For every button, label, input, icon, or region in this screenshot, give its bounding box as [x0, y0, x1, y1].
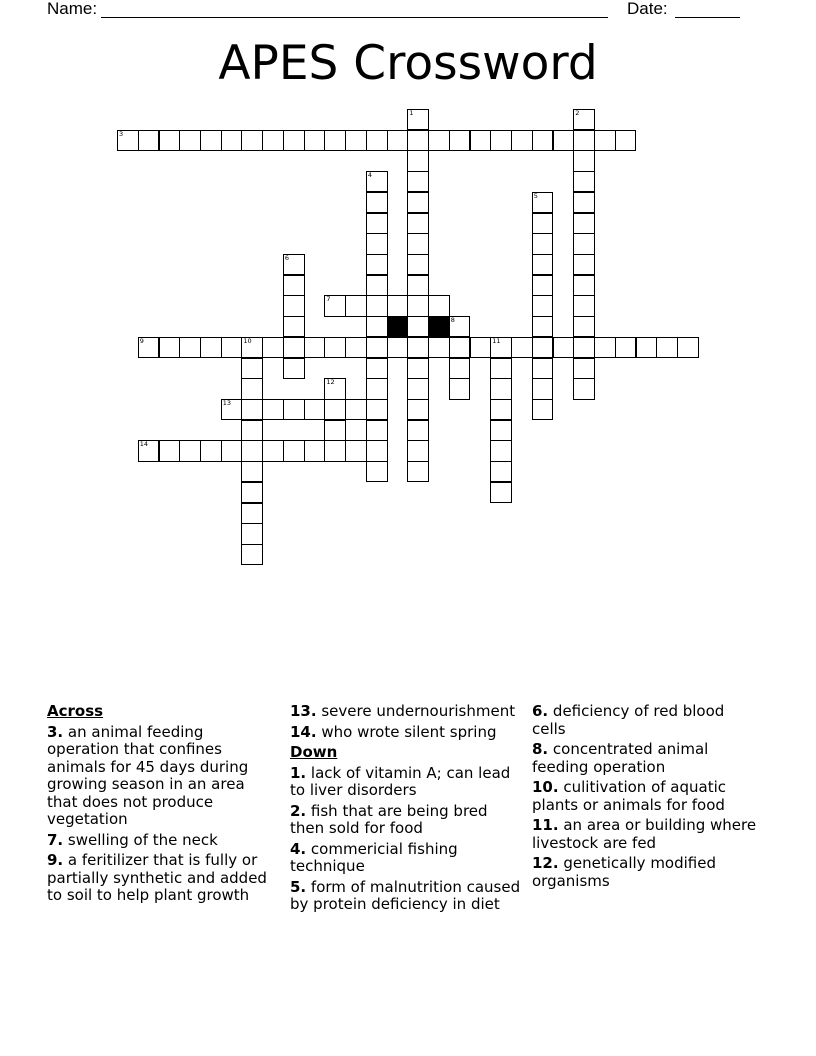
crossword-cell[interactable] [283, 316, 305, 337]
crossword-cell[interactable] [532, 192, 554, 213]
crossword-cell[interactable] [366, 233, 388, 254]
clue-down-10: 10. culitivation of aquatic plants or animals for food [532, 778, 727, 814]
crossword-cell[interactable] [345, 295, 367, 316]
crossword-cell[interactable] [179, 440, 201, 461]
crossword-cell[interactable] [490, 337, 512, 358]
crossword-cell[interactable] [449, 378, 471, 399]
crossword-cell[interactable] [573, 337, 595, 358]
crossword-cell[interactable] [407, 213, 429, 234]
crossword-cell[interactable] [573, 275, 595, 296]
crossword-cell[interactable] [262, 337, 284, 358]
crossword-cell[interactable] [345, 399, 367, 420]
crossword-cell[interactable] [532, 254, 554, 275]
crossword-cell[interactable] [241, 399, 263, 420]
crossword-cell[interactable] [490, 130, 512, 151]
crossword-cell[interactable] [200, 440, 222, 461]
crossword-cell[interactable] [283, 130, 305, 151]
crossword-cell[interactable] [387, 337, 409, 358]
clue-number-12: 12 [326, 378, 335, 387]
crossword-cell[interactable] [407, 378, 429, 399]
crossword-cell[interactable] [304, 440, 326, 461]
crossword-cell[interactable] [594, 337, 616, 358]
clue-number-6: 6 [284, 254, 290, 262]
clue-across-14: 14. who wrote silent spring [290, 722, 497, 741]
clue-number-9: 9 [139, 336, 144, 345]
crossword-cell[interactable] [532, 337, 554, 358]
crossword-cell[interactable] [407, 461, 429, 482]
crossword-cell[interactable] [283, 275, 305, 296]
crossword-cell[interactable] [407, 254, 429, 275]
crossword-cell[interactable] [449, 358, 471, 379]
crossword-cell[interactable] [366, 420, 388, 441]
clue-number-1: 1 [409, 109, 414, 117]
crossword-cell[interactable] [615, 130, 637, 151]
clues-column-2 [290, 703, 525, 917]
crossword-cell[interactable] [117, 130, 139, 151]
crossword-cell[interactable] [553, 130, 575, 151]
crossword-cell[interactable] [241, 337, 263, 358]
crossword-cell[interactable] [366, 399, 388, 420]
crossword-cell[interactable] [407, 150, 429, 171]
crossword-cell[interactable] [200, 130, 222, 151]
crossword-cell[interactable] [159, 130, 181, 151]
crossword-cell[interactable] [615, 337, 637, 358]
crossword-cell[interactable] [407, 109, 429, 130]
crossword-cell[interactable] [387, 130, 409, 151]
clue-number-14: 14 [139, 440, 148, 449]
crossword-cell[interactable] [407, 233, 429, 254]
crossword-cell[interactable] [179, 337, 201, 358]
crossword-cell[interactable] [532, 316, 554, 337]
crossword-cell[interactable] [366, 275, 388, 296]
crossword-cell[interactable] [324, 399, 346, 420]
crossword-cell[interactable] [532, 378, 554, 399]
crossword-cell[interactable] [553, 337, 575, 358]
crossword-cell[interactable] [573, 233, 595, 254]
crossword-cell[interactable] [241, 130, 263, 151]
crossword-cell[interactable] [241, 461, 263, 482]
clue-down-6: 6. deficiency of red blood cells [532, 702, 725, 738]
crossword-cell[interactable] [366, 358, 388, 379]
crossword-cell[interactable] [511, 130, 533, 151]
crossword-cell[interactable] [573, 150, 595, 171]
crossword-cell[interactable] [366, 130, 388, 151]
clue-down-1: 1. lack of vitamin A; can lead to liver disorders [290, 763, 511, 799]
crossword-cell[interactable] [532, 213, 554, 234]
crossword-cell[interactable] [470, 337, 492, 358]
crossword-cell[interactable] [262, 130, 284, 151]
clue-down-8: 8. concentrated animal feeding operation [532, 740, 709, 776]
crossword-cell[interactable] [511, 337, 533, 358]
crossword-cell[interactable] [449, 130, 471, 151]
crossword-cell[interactable] [283, 440, 305, 461]
crossword-cell[interactable] [241, 482, 263, 503]
crossword-cell[interactable] [241, 440, 263, 461]
crossword-cell[interactable] [200, 337, 222, 358]
crossword-cell[interactable] [283, 295, 305, 316]
page-title: APES Crossword [218, 36, 598, 91]
crossword-cell[interactable] [366, 254, 388, 275]
crossword-cell[interactable] [241, 420, 263, 441]
crossword-cell[interactable] [490, 461, 512, 482]
clue-number-7: 7 [326, 295, 331, 304]
crossword-cell[interactable] [324, 378, 346, 399]
crossword-cell[interactable] [241, 503, 263, 524]
crossword-cell[interactable] [345, 130, 367, 151]
clue-number-11: 11 [492, 336, 501, 345]
down-heading: Down [290, 743, 338, 761]
crossword-cell[interactable] [221, 440, 243, 461]
crossword-cell[interactable] [573, 192, 595, 213]
crossword-cell[interactable] [449, 337, 471, 358]
crossword-cell[interactable] [407, 130, 429, 151]
crossword-cell[interactable] [324, 295, 346, 316]
crossword-cell[interactable] [241, 358, 263, 379]
crossword-cell[interactable] [138, 440, 160, 461]
crossword-cell[interactable] [490, 378, 512, 399]
crossword-cell[interactable] [324, 337, 346, 358]
crossword-cell[interactable] [345, 440, 367, 461]
crossword-cell[interactable] [159, 440, 181, 461]
crossword-cell[interactable] [532, 233, 554, 254]
crossword-cell[interactable] [407, 295, 429, 316]
crossword-cell[interactable] [366, 295, 388, 316]
crossword-cell[interactable] [532, 399, 554, 420]
clue-down-4: 4. commericial fishing technique [290, 839, 458, 875]
crossword-cell[interactable] [573, 109, 595, 130]
clue-across-13: 13. severe undernourishment [290, 702, 516, 720]
crossword-cell[interactable] [573, 358, 595, 379]
crossword-cell[interactable] [221, 399, 243, 420]
clue-number-13: 13 [222, 398, 231, 407]
crossword-cell[interactable] [407, 358, 429, 379]
crossword-cell[interactable] [407, 420, 429, 441]
crossword-cell[interactable] [283, 337, 305, 358]
crossword-cell[interactable] [656, 337, 678, 358]
crossword-cell[interactable] [366, 461, 388, 482]
crossword-cell[interactable] [366, 337, 388, 358]
clue-across-7: 7. swelling of the neck [47, 830, 218, 849]
crossword-cell[interactable] [283, 254, 305, 275]
crossword-cell[interactable] [304, 130, 326, 151]
date-label: Date: [627, 0, 668, 18]
crossword-cell[interactable] [594, 130, 616, 151]
crossword-cell[interactable] [241, 523, 263, 544]
clue-across-3: 3. an animal feeding operation that confines animals for 45 days during growing season in an area that does not produce vegetation [47, 722, 249, 828]
crossword-cell[interactable] [407, 275, 429, 296]
crossword-cell[interactable] [573, 316, 595, 337]
crossword-cell[interactable] [407, 192, 429, 213]
crossword-cell[interactable] [573, 130, 595, 151]
crossword-cell[interactable] [262, 440, 284, 461]
crossword-cell[interactable] [324, 440, 346, 461]
crossword-cell[interactable] [407, 171, 429, 192]
crossword-cell[interactable] [324, 130, 346, 151]
crossword-cell[interactable] [470, 130, 492, 151]
crossword-cell[interactable] [428, 337, 450, 358]
clue-number-3: 3 [119, 129, 124, 138]
crossword-cell[interactable] [387, 295, 409, 316]
clue-number-8: 8 [450, 316, 455, 325]
crossword-cell[interactable] [262, 399, 284, 420]
crossword-cell[interactable] [304, 399, 326, 420]
crossword-cell[interactable] [573, 295, 595, 316]
crossword-cell[interactable] [677, 337, 699, 358]
clue-number-5: 5 [533, 191, 538, 200]
crossword-cell[interactable] [138, 130, 160, 151]
crossword-cell[interactable] [573, 171, 595, 192]
crossword-cell[interactable] [636, 337, 658, 358]
crossword-cell[interactable] [490, 399, 512, 420]
crossword-cell[interactable] [221, 337, 243, 358]
crossword-cell[interactable] [490, 420, 512, 441]
clue-down-2: 2. fish that are being bred then sold for food [290, 801, 488, 837]
crossword-cell[interactable] [573, 378, 595, 399]
crossword-cell[interactable] [241, 378, 263, 399]
across-heading: Across [47, 702, 104, 720]
clue-down-11: 11. an area or building where livestock are fed [532, 816, 757, 852]
crossword-cell[interactable] [428, 295, 450, 316]
crossword-cell[interactable] [221, 130, 243, 151]
crossword-cell[interactable] [345, 337, 367, 358]
crossword-cell[interactable] [366, 440, 388, 461]
crossword-cell[interactable] [449, 316, 471, 337]
crossword-cell[interactable] [490, 482, 512, 503]
crossword-cell[interactable] [241, 544, 263, 565]
crossword-cell[interactable] [407, 316, 429, 337]
crossword-cell[interactable] [159, 337, 181, 358]
clue-across-9: 9. a feritilizer that is fully or partially synthetic and added to soil to help plant growth [47, 851, 267, 904]
crossword-block-cell [428, 316, 450, 337]
clue-number-2: 2 [575, 109, 580, 117]
clues-column-1 [47, 703, 272, 908]
crossword-block-cell [387, 316, 409, 337]
crossword-cell[interactable] [366, 378, 388, 399]
crossword-cell[interactable] [366, 213, 388, 234]
crossword-cell[interactable] [324, 420, 346, 441]
crossword-cell[interactable] [138, 337, 160, 358]
crossword-cell[interactable] [490, 358, 512, 379]
crossword-cell[interactable] [366, 192, 388, 213]
clue-number-4: 4 [367, 171, 373, 180]
crossword-cell[interactable] [304, 337, 326, 358]
crossword-cell[interactable] [366, 316, 388, 337]
crossword-cell[interactable] [532, 130, 554, 151]
clue-down-5: 5. form of malnutrition caused by protein deficiency in diet [290, 877, 521, 913]
crossword-cell[interactable] [573, 254, 595, 275]
crossword-cell[interactable] [283, 358, 305, 379]
crossword-cell[interactable] [573, 213, 595, 234]
crossword-cell[interactable] [428, 130, 450, 151]
crossword-cell[interactable] [179, 130, 201, 151]
crossword-cell[interactable] [532, 358, 554, 379]
crossword-cell[interactable] [407, 440, 429, 461]
clue-down-12: 12. genetically modified organisms [532, 854, 716, 890]
crossword-cell[interactable] [407, 337, 429, 358]
crossword-cell[interactable] [283, 399, 305, 420]
crossword-cell[interactable] [366, 171, 388, 192]
clues-column-3 [532, 703, 762, 893]
clue-number-10: 10 [243, 336, 252, 345]
crossword-cell[interactable] [490, 440, 512, 461]
crossword-cell[interactable] [532, 295, 554, 316]
name-label: Name: [47, 0, 98, 18]
crossword-cell[interactable] [407, 399, 429, 420]
crossword-cell[interactable] [532, 275, 554, 296]
